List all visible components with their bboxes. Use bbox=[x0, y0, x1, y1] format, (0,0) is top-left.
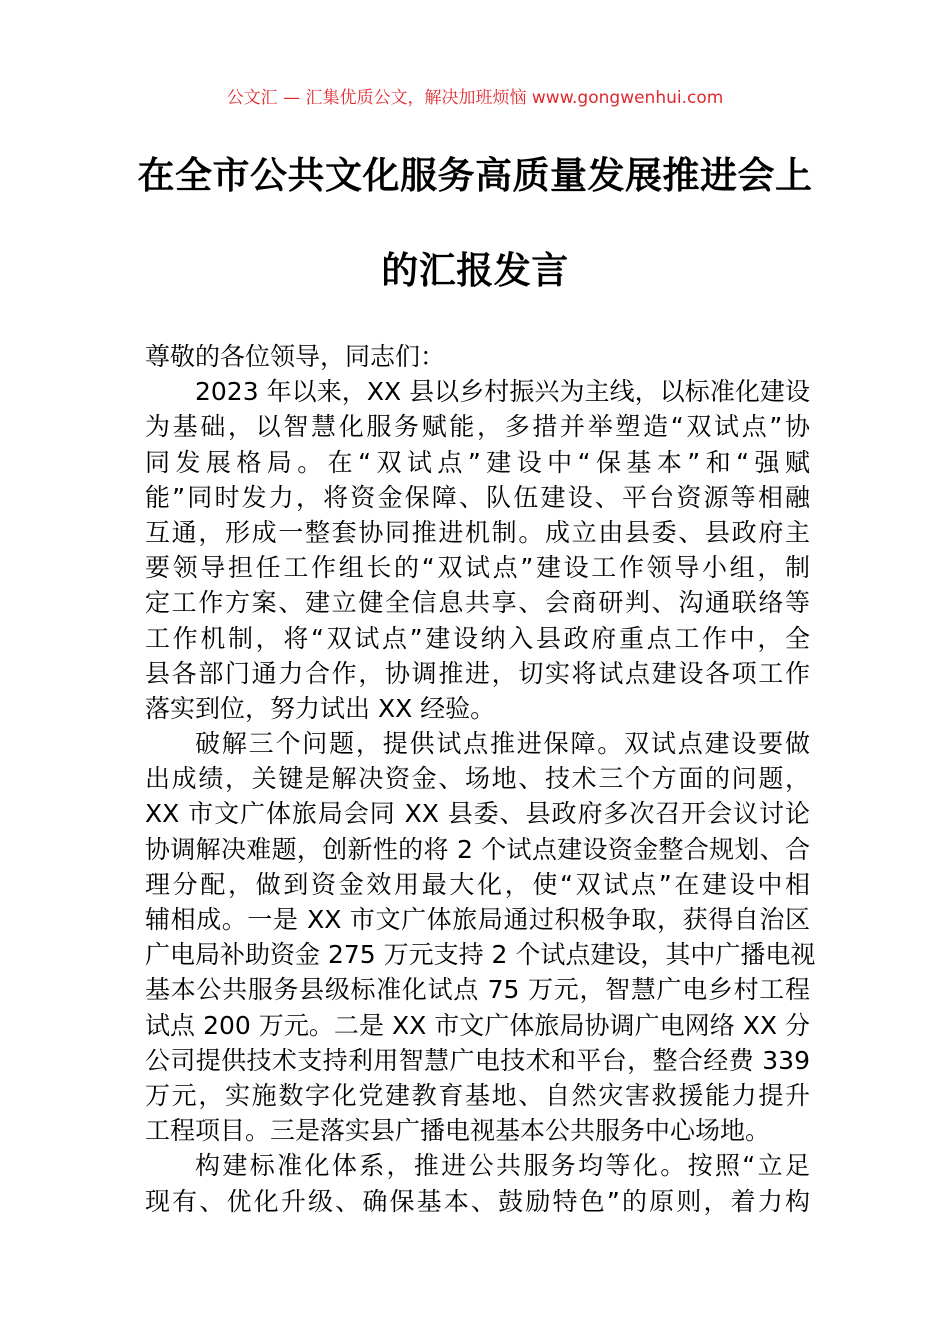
text-line: 县各部门通力合作，协调推进，切实将试点建设各项工作 bbox=[145, 658, 810, 688]
text-line: 互通，形成一整套协同推进机制。成立由县委、县政府主 bbox=[145, 517, 810, 547]
paragraph-section-1 bbox=[145, 726, 816, 1148]
document-body bbox=[145, 339, 816, 1219]
text-line: XX 市文广体旅局会同 XX 县委、县政府多次召开会议讨论 bbox=[145, 799, 810, 829]
salutation: 尊敬的各位领导，同志们： bbox=[145, 342, 446, 371]
title-line-1: 在全市公共文化服务高质量发展推进会上 bbox=[137, 154, 813, 197]
text-line: 协调解决难题，创新性的将 2 个试点建设资金整合规划、合 bbox=[145, 834, 810, 864]
paragraph-intro bbox=[145, 374, 810, 726]
text-line: 破解三个问题，提供试点推进保障。双试点建设要做 bbox=[195, 729, 810, 759]
text-line: 理分配，做到资金效用最大化，使“双试点”在建设中相 bbox=[145, 869, 810, 899]
text-line: 能”同时发力，将资金保障、队伍建设、平台资源等相融 bbox=[145, 482, 810, 512]
paragraph-section-2 bbox=[145, 1148, 810, 1218]
site-tagline-link[interactable]: 公文汇 — 汇集优质公文，解决加班烦恼 www.gongwenhui.com bbox=[226, 88, 724, 108]
text-line: 万元，实施数字化党建教育基地、自然灾害救援能力提升 bbox=[145, 1080, 810, 1110]
text-line: 构建标准化体系，推进公共服务均等化。按照“立足 bbox=[195, 1151, 810, 1181]
text-line: 基本公共服务县级标准化试点 75 万元，智慧广电乡村工程 bbox=[145, 975, 810, 1005]
text-line: 2023 年以来，XX 县以乡村振兴为主线，以标准化建设 bbox=[195, 377, 810, 407]
text-line: 落实到位，努力试出 XX 经验。 bbox=[145, 693, 496, 723]
title-line-2: 的汇报发言 bbox=[381, 249, 569, 292]
text-line: 要领导担任工作组长的“双试点”建设工作领导小组，制 bbox=[145, 553, 810, 583]
text-line: 公司提供技术支持利用智慧广电技术和平台，整合经费 339 bbox=[145, 1045, 810, 1075]
text-line: 现有、优化升级、确保基本、鼓励特色”的原则，着力构 bbox=[145, 1186, 810, 1216]
text-line: 工程项目。三是落实县广播电视基本公共服务中心场地。 bbox=[145, 1116, 771, 1146]
text-line: 广电局补助资金 275 万元支持 2 个试点建设，其中广播电视 bbox=[145, 940, 816, 970]
text-line: 辅相成。一是 XX 市文广体旅局通过积极争取，获得自治区 bbox=[145, 905, 810, 934]
text-line: 为基础，以智慧化服务赋能，多措并举塑造“双试点”协 bbox=[145, 412, 810, 442]
text-line: 工作机制，将“双试点”建设纳入县政府重点工作中，全 bbox=[145, 623, 810, 653]
text-line: 定工作方案、建立健全信息共享、会商研判、沟通联络等 bbox=[145, 588, 810, 618]
text-line: 同发展格局。在“双试点”建设中“保基本”和“强赋 bbox=[145, 447, 810, 477]
text-line: 出成绩，关键是解决资金、场地、技术三个方面的问题， bbox=[145, 764, 810, 794]
text-line: 试点 200 万元。二是 XX 市文广体旅局协调广电网络 XX 分 bbox=[145, 1010, 810, 1040]
